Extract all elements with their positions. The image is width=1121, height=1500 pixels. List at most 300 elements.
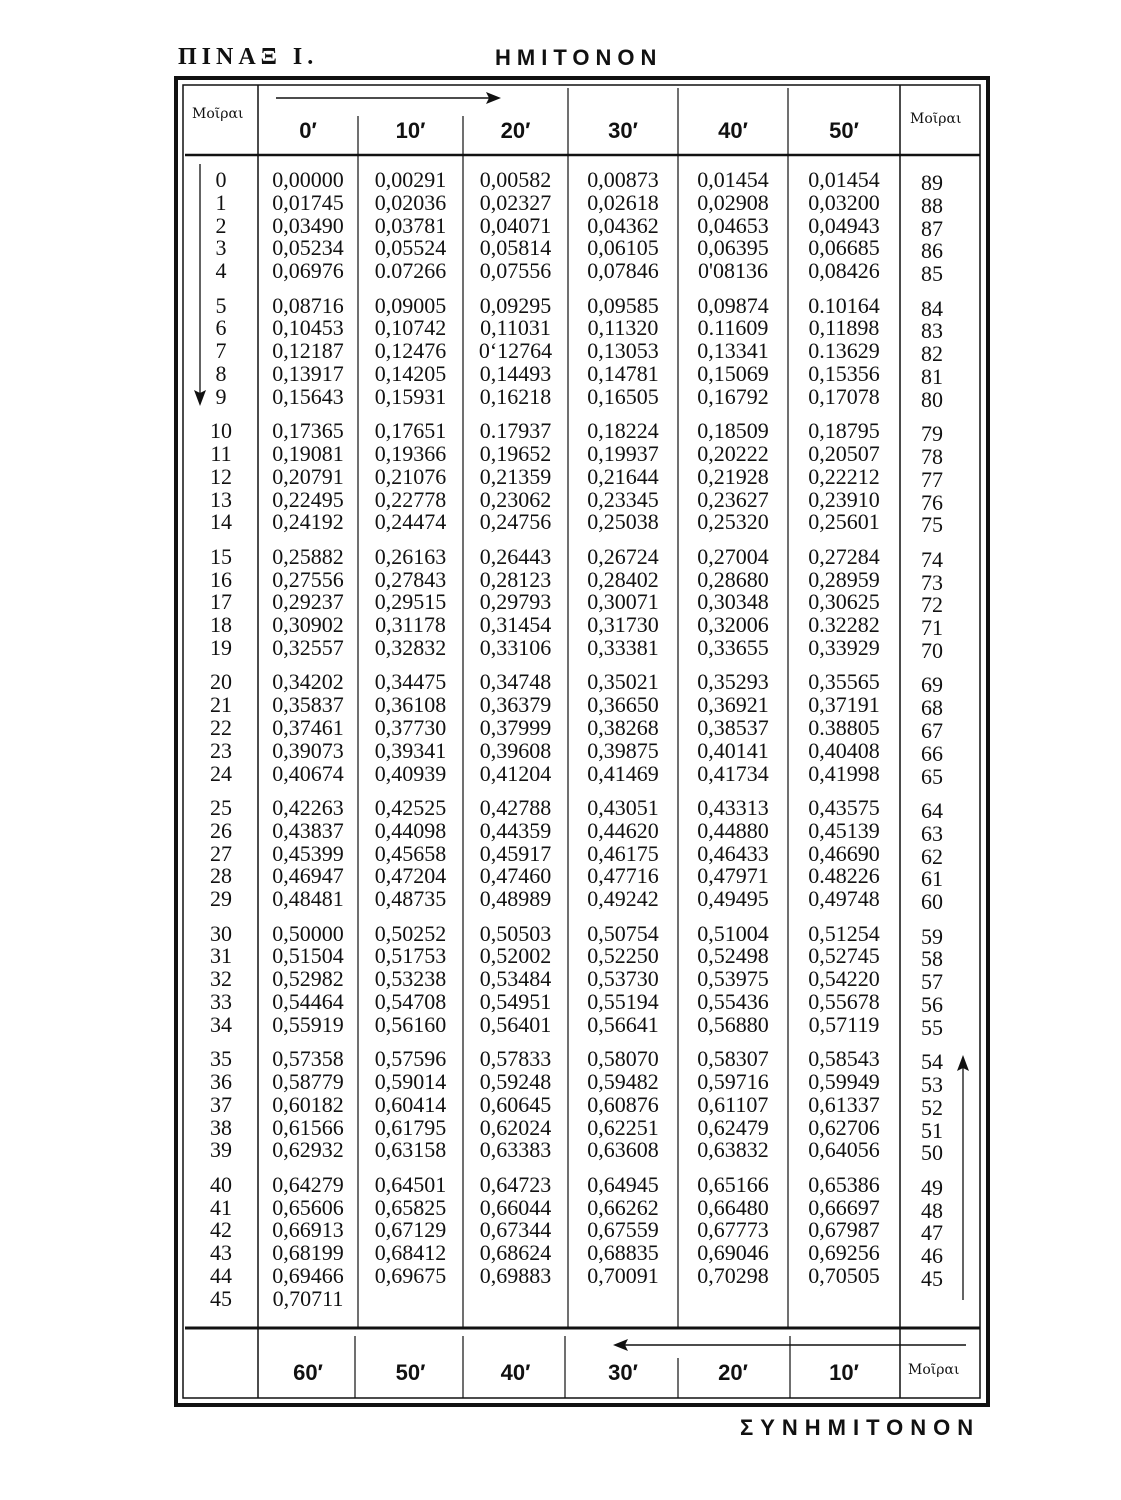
sine-value-cell: 0,27004 <box>697 543 769 569</box>
sine-value-cell: 0,21928 <box>697 463 769 489</box>
sine-value-cell: 0,10453 <box>272 315 344 341</box>
sine-value-cell: 0,41204 <box>479 760 552 786</box>
arrow-right-icon <box>276 92 501 104</box>
sine-value-cell: 0,44880 <box>697 817 769 843</box>
sine-value-cell: 0,03490 <box>272 212 344 238</box>
sine-value-cell: 0,62706 <box>808 1114 880 1140</box>
complement-degree-cell: 47 <box>921 1220 943 1246</box>
complement-degree-cell: 62 <box>921 843 943 869</box>
complement-degree-cell: 54 <box>921 1049 943 1075</box>
sine-value-cell: 0,66697 <box>808 1194 880 1220</box>
sine-value-cell: 0,20507 <box>808 441 880 466</box>
sine-value-cell: 0,62251 <box>587 1114 659 1140</box>
table-row <box>0 384 1121 410</box>
degree-cell: 25 <box>210 795 232 820</box>
complement-degree-cell: 61 <box>921 866 943 892</box>
complement-degree-cell: 52 <box>921 1094 943 1120</box>
sine-value-cell: 0,02908 <box>697 189 769 215</box>
complement-degree-cell: 55 <box>921 1014 943 1040</box>
sine-value-cell: 0,58070 <box>587 1046 659 1072</box>
sine-value-cell: 0,35565 <box>808 669 880 695</box>
sine-value-cell: 0,23627 <box>697 486 769 512</box>
sine-value-cell: 0,41998 <box>808 760 880 786</box>
sine-value-cell: 0,34748 <box>479 669 552 695</box>
sine-value-cell: 0,49748 <box>808 886 880 912</box>
degree-cell: 8 <box>215 361 227 386</box>
sine-value-cell: 0,64945 <box>587 1171 659 1197</box>
degree-cell: 42 <box>210 1217 232 1243</box>
degree-cell: 14 <box>210 509 232 535</box>
sine-value-cell: 0.48226 <box>808 863 880 889</box>
sine-value-cell: 0,61566 <box>272 1114 344 1140</box>
sine-value-cell: 0,32557 <box>272 635 344 660</box>
sine-value-cell: 0,68835 <box>587 1240 659 1266</box>
sine-value-cell: 0,38537 <box>697 715 769 740</box>
sine-value-cell: 0,33929 <box>808 635 880 660</box>
sine-value-cell: 0,06976 <box>272 258 344 284</box>
complement-degree-cell: 76 <box>921 489 943 515</box>
sine-value-cell: 0,17651 <box>374 418 447 444</box>
degree-cell: 30 <box>210 920 232 946</box>
sine-value-cell: 0,06685 <box>808 235 880 261</box>
sine-value-cell: 0,09005 <box>374 292 447 318</box>
sine-value-cell: 0,31730 <box>587 612 659 638</box>
sine-value-cell: 0,17365 <box>272 418 344 444</box>
complement-degree-cell: 88 <box>921 192 943 218</box>
sine-value-cell: 0,65606 <box>272 1194 344 1220</box>
degree-cell: 23 <box>210 737 232 763</box>
complement-degree-cell: 50 <box>921 1140 943 1166</box>
degree-cell: 20 <box>210 669 232 695</box>
complement-degree-cell: 51 <box>921 1117 943 1143</box>
sine-value-cell: 0,38268 <box>587 715 659 740</box>
sine-value-cell: 0,43313 <box>697 795 769 820</box>
sine-value-cell: 0,34475 <box>374 669 447 695</box>
sine-value-cell: 0,22778 <box>374 486 447 512</box>
sine-value-cell: 0,35293 <box>697 669 769 695</box>
sine-value-cell: 0,52498 <box>697 943 769 969</box>
sine-value-cell: 0.07266 <box>374 258 447 284</box>
footer-column-header-30: 30′ <box>608 1360 638 1385</box>
sine-value-cell: 0'08136 <box>698 258 768 284</box>
table-row <box>0 886 1121 915</box>
sine-value-cell: 0,12187 <box>272 338 344 364</box>
degree-cell: 38 <box>210 1114 232 1140</box>
sine-value-cell: 0,40141 <box>697 737 769 763</box>
sine-value-cell: 0,44359 <box>479 817 552 843</box>
complement-degree-cell: 59 <box>921 923 943 949</box>
degree-cell: 10 <box>210 418 232 444</box>
sine-value-cell: 0,26163 <box>374 543 447 569</box>
sine-value-cell: 0,57596 <box>374 1046 447 1072</box>
sine-value-cell: 0,36108 <box>374 692 447 718</box>
sine-value-cell: 0,16218 <box>479 383 552 409</box>
footer-column-header-10: 10′ <box>829 1360 859 1385</box>
degree-cell: 29 <box>210 886 232 912</box>
sine-value-cell: 0,63608 <box>587 1137 659 1163</box>
complement-degree-cell: 64 <box>921 798 943 823</box>
sine-value-cell: 0,01454 <box>808 167 880 192</box>
sine-value-cell: 0‘12764 <box>478 338 553 364</box>
sine-value-cell: 0,25320 <box>697 509 769 535</box>
sine-value-cell: 0,45658 <box>374 840 447 866</box>
sine-value-cell: 0,56641 <box>587 1011 659 1037</box>
sine-value-cell: 0,58779 <box>272 1069 344 1094</box>
sine-value-cell: 0,15643 <box>272 383 344 409</box>
degree-cell: 9 <box>215 383 227 409</box>
sine-value-cell: 0,44620 <box>587 817 659 843</box>
sine-value-cell: 0,33655 <box>697 635 769 660</box>
sine-value-cell: 0,67129 <box>374 1217 447 1243</box>
sine-value-cell: 0,66913 <box>272 1217 344 1243</box>
degree-cell: 26 <box>210 817 232 843</box>
sine-value-cell: 0,30625 <box>808 589 880 615</box>
sine-value-cell: 0,44098 <box>374 817 447 843</box>
degree-cell: 45 <box>210 1285 232 1311</box>
sine-value-cell: 0,58307 <box>697 1046 769 1072</box>
sine-value-cell: 0,59482 <box>587 1069 659 1094</box>
sine-value-cell: 0,60645 <box>479 1091 552 1117</box>
sine-value-cell: 0,28680 <box>697 566 769 592</box>
sine-value-cell: 0,67559 <box>587 1217 659 1243</box>
degree-cell: 22 <box>210 715 232 740</box>
sine-value-cell: 0,36921 <box>697 692 769 718</box>
sine-value-cell: 0,37730 <box>374 715 447 740</box>
sine-value-cell: 0,50000 <box>272 920 344 946</box>
degree-cell: 6 <box>215 315 227 341</box>
degree-cell: 44 <box>210 1263 232 1288</box>
complement-degree-cell: 79 <box>921 421 943 447</box>
sine-value-cell: 0,56401 <box>479 1011 552 1037</box>
column-header-20: 20′ <box>500 118 531 143</box>
complement-degree-cell: 53 <box>921 1072 943 1097</box>
sine-value-cell: 0,04943 <box>808 212 880 238</box>
footer-column-header-40: 40′ <box>500 1360 531 1385</box>
sine-value-cell: 0,30071 <box>587 589 659 615</box>
degree-cell: 33 <box>210 989 232 1014</box>
degrees-label-left: Μοῖραι <box>192 106 244 122</box>
sine-value-cell: 0.32282 <box>808 612 880 638</box>
sine-value-cell: 0,21359 <box>479 463 552 489</box>
sine-value-cell: 0,27284 <box>808 543 880 569</box>
sine-value-cell: 0,20791 <box>272 463 344 489</box>
sine-value-cell: 0,37999 <box>479 715 552 740</box>
sine-value-cell: 0,48481 <box>272 886 344 912</box>
sine-value-cell: 0,19937 <box>587 441 659 466</box>
sine-value-cell: 0,59949 <box>808 1069 880 1094</box>
sine-value-cell: 0.10164 <box>808 292 880 318</box>
sine-value-cell: 0,64723 <box>479 1171 552 1197</box>
complement-degree-cell: 58 <box>921 946 943 972</box>
complement-degree-cell: 69 <box>921 672 943 698</box>
sine-value-cell: 0,13341 <box>697 338 769 364</box>
sine-value-cell: 0,68199 <box>272 1240 344 1266</box>
sine-value-cell: 0,66480 <box>697 1194 769 1220</box>
sine-value-cell: 0,31178 <box>375 612 446 638</box>
complement-degree-cell: 87 <box>921 215 943 241</box>
sine-value-cell: 0,14205 <box>374 361 447 386</box>
column-header-30: 30′ <box>608 118 638 143</box>
sine-value-cell: 0,02036 <box>374 189 447 215</box>
sine-value-cell: 0,36379 <box>479 692 552 718</box>
complement-degree-cell: 85 <box>921 261 943 287</box>
sine-value-cell: 0,62932 <box>272 1137 344 1163</box>
degree-cell: 36 <box>210 1069 232 1094</box>
sine-value-cell: 0,63383 <box>479 1137 552 1163</box>
sine-value-cell: 0,21644 <box>587 463 659 489</box>
sine-value-cell: 0,49242 <box>587 886 659 912</box>
sine-value-cell: 0,29515 <box>374 589 447 615</box>
complement-degree-cell: 49 <box>921 1174 943 1200</box>
sine-value-cell: 0,51004 <box>697 920 769 946</box>
sine-value-cell: 0,29793 <box>479 589 552 615</box>
complement-degree-cell: 65 <box>921 763 943 789</box>
table-row <box>0 1012 1121 1038</box>
complement-degree-cell: 46 <box>921 1243 943 1269</box>
sine-value-cell: 0,54464 <box>272 989 344 1014</box>
sine-value-cell: 0,28959 <box>808 566 880 592</box>
degree-cell: 32 <box>210 966 232 992</box>
sine-value-cell: 0,40408 <box>808 737 880 763</box>
complement-degree-cell: 48 <box>921 1197 943 1223</box>
sine-value-cell: 0,28402 <box>587 566 659 592</box>
complement-degree-cell: 60 <box>921 889 943 915</box>
complement-degree-cell: 63 <box>921 820 943 846</box>
sine-value-cell: 0,56880 <box>697 1011 769 1037</box>
sine-value-cell: 0,43837 <box>272 817 344 843</box>
sine-value-cell: 0,65825 <box>374 1194 447 1220</box>
sine-value-cell: 0,19652 <box>479 441 552 466</box>
sine-value-cell: 0,06395 <box>697 235 769 261</box>
sine-value-cell: 0,21076 <box>374 463 447 489</box>
sine-value-cell: 0,03200 <box>808 189 880 215</box>
sine-value-cell: 0,00873 <box>587 167 659 192</box>
sine-value-cell: 0,12476 <box>374 338 447 364</box>
degree-cell: 18 <box>210 612 232 638</box>
sine-value-cell: 0,39341 <box>374 737 447 763</box>
complement-degree-cell: 72 <box>921 592 943 618</box>
degree-cell: 35 <box>210 1046 232 1072</box>
sine-value-cell: 0,47971 <box>697 863 769 889</box>
sine-value-cell: 0,62479 <box>697 1114 769 1140</box>
column-header-40: 40′ <box>718 118 748 143</box>
sine-value-cell: 0,43575 <box>808 795 880 820</box>
sine-value-cell: 0,16505 <box>587 383 659 409</box>
sine-value-cell: 0,30902 <box>272 612 344 638</box>
sine-value-cell: 0,60414 <box>374 1091 447 1117</box>
complement-degree-cell: 81 <box>921 364 943 389</box>
sine-value-cell: 0,02327 <box>479 189 552 215</box>
sine-value-cell: 0,65166 <box>697 1171 769 1197</box>
sine-value-cell: 0,03781 <box>374 212 447 238</box>
sine-value-cell: 0,46175 <box>587 840 659 866</box>
degree-cell: 31 <box>210 943 232 969</box>
sine-value-cell: 0,49495 <box>697 886 769 912</box>
degree-cell: 24 <box>210 760 232 786</box>
table-row <box>0 1286 1121 1312</box>
footer-column-header-20: 20′ <box>718 1360 748 1385</box>
sine-value-cell: 0,15356 <box>808 361 880 386</box>
sine-value-cell: 0,68624 <box>479 1240 552 1266</box>
sine-value-cell: 0,53730 <box>587 966 659 992</box>
column-header-0: 0′ <box>299 118 317 143</box>
degrees-label-right: Μοῖραι <box>910 111 962 127</box>
sine-value-cell: 0,34202 <box>272 669 344 695</box>
sine-value-cell: 0,67344 <box>479 1217 552 1243</box>
sine-value-cell: 0,18795 <box>808 418 880 444</box>
sine-value-cell: 0,47204 <box>374 863 447 889</box>
sine-value-cell: 0,64279 <box>272 1171 344 1197</box>
sine-value-cell: 0,53484 <box>479 966 552 992</box>
sine-value-cell: 0,41734 <box>697 760 769 786</box>
sine-value-cell: 0,33381 <box>587 635 659 660</box>
degree-cell: 5 <box>215 292 227 318</box>
sine-value-cell: 0,62024 <box>479 1114 552 1140</box>
sine-value-cell: 0,50252 <box>374 920 447 946</box>
sine-value-cell: 0,27843 <box>374 566 447 592</box>
complement-degree-cell: 70 <box>921 638 943 663</box>
complement-degree-cell: 56 <box>921 992 943 1017</box>
sine-value-cell: 0,20222 <box>697 441 769 466</box>
complement-degree-cell: 82 <box>921 341 943 367</box>
sine-value-cell: 0,31454 <box>479 612 552 638</box>
sine-value-cell: 0,00582 <box>479 167 552 192</box>
table-number: ΠΙΝΑΞ Ι. <box>178 44 319 70</box>
sine-value-cell: 0,16792 <box>697 383 769 409</box>
sine-value-cell: 0,07556 <box>479 258 552 284</box>
degree-cell: 1 <box>215 189 227 215</box>
sine-value-cell: 0,40674 <box>272 760 344 786</box>
sine-value-cell: 0,15931 <box>374 383 447 409</box>
sine-value-cell: 0,61337 <box>808 1091 880 1117</box>
sine-value-cell: 0,55678 <box>808 989 880 1014</box>
complement-degree-cell: 57 <box>921 969 943 995</box>
sine-value-cell: 0,13053 <box>587 338 659 364</box>
sine-value-cell: 0,53975 <box>697 966 769 992</box>
sine-value-cell: 0,60182 <box>272 1091 344 1117</box>
degree-cell: 7 <box>215 338 227 364</box>
sine-value-cell: 0,36650 <box>587 692 659 718</box>
sine-value-cell: 0.13629 <box>808 338 880 364</box>
degree-cell: 40 <box>210 1171 232 1197</box>
sine-value-cell: 0,59248 <box>479 1069 552 1094</box>
sine-value-cell: 0,61795 <box>374 1114 447 1140</box>
sine-value-cell: 0,70505 <box>808 1263 880 1288</box>
footer-title: ΣΥΝΗΜΙΤΟΝΟΝ <box>740 1415 981 1440</box>
sine-value-cell: 0,13917 <box>272 361 344 386</box>
sine-value-cell: 0,27556 <box>272 566 344 592</box>
sine-value-cell: 0,57119 <box>808 1011 880 1037</box>
sine-value-cell: 0,46947 <box>272 863 344 889</box>
sine-value-cell: 0,63158 <box>374 1137 447 1163</box>
complement-degree-cell: 67 <box>921 718 943 743</box>
sine-value-cell: 0,42788 <box>479 795 552 820</box>
sine-value-cell: 0,52982 <box>272 966 344 992</box>
degree-cell: 37 <box>210 1091 232 1117</box>
sine-value-cell: 0,52002 <box>479 943 552 969</box>
sine-value-cell: 0,42525 <box>374 795 447 820</box>
sine-value-cell: 0,18224 <box>587 418 659 444</box>
sine-value-cell: 0,51254 <box>808 920 880 946</box>
complement-degree-cell: 66 <box>921 740 943 766</box>
sine-value-cell: 0,48735 <box>374 886 447 912</box>
sine-value-cell: 0,39073 <box>272 737 344 763</box>
sine-value-cell: 0,39875 <box>587 737 659 763</box>
sine-value-cell: 0,39608 <box>479 737 552 763</box>
sine-value-cell: 0,33106 <box>479 635 552 660</box>
sine-value-cell: 0,47716 <box>587 863 659 889</box>
sine-value-cell: 0,37461 <box>272 715 344 740</box>
sine-value-cell: 0,47460 <box>479 863 552 889</box>
degree-cell: 17 <box>210 589 232 615</box>
sine-value-cell: 0,55436 <box>697 989 769 1014</box>
degree-cell: 13 <box>210 486 232 512</box>
sine-value-cell: 0,32832 <box>374 635 447 660</box>
sine-value-cell: 0,69883 <box>479 1263 552 1288</box>
sine-value-cell: 0,09295 <box>479 292 552 318</box>
sine-value-cell: 0,28123 <box>479 566 552 592</box>
degree-cell: 2 <box>215 212 227 238</box>
sine-value-cell: 0,30348 <box>697 589 769 615</box>
sine-value-cell: 0,52250 <box>587 943 659 969</box>
complement-degree-cell: 74 <box>921 546 943 572</box>
table-row <box>0 509 1121 538</box>
degree-cell: 27 <box>210 840 232 866</box>
sine-value-cell: 0,55919 <box>272 1011 344 1037</box>
sine-value-cell: 0,02618 <box>587 189 659 215</box>
sine-value-cell: 0,25038 <box>587 509 659 535</box>
complement-degree-cell: 78 <box>921 444 943 469</box>
sine-value-cell: 0,45917 <box>479 840 552 866</box>
sine-value-cell: 0,10742 <box>374 315 447 341</box>
sine-value-cell: 0.11609 <box>697 315 769 341</box>
sine-value-cell: 0,19366 <box>374 441 447 466</box>
sine-value-cell: 0,01454 <box>697 167 769 192</box>
sine-value-cell: 0,70711 <box>272 1285 344 1311</box>
sine-value-cell: 0,05814 <box>479 235 552 261</box>
sine-value-cell: 0,23062 <box>479 486 552 512</box>
sine-value-cell: 0,41469 <box>587 760 659 786</box>
sine-value-cell: 0,57833 <box>479 1046 552 1072</box>
sine-value-cell: 0,11320 <box>587 315 659 341</box>
sine-value-cell: 0,29237 <box>272 589 344 615</box>
sine-value-cell: 0,54951 <box>479 989 552 1014</box>
complement-degree-cell: 83 <box>921 318 943 344</box>
sine-value-cell: 0,24756 <box>479 509 552 535</box>
sine-value-cell: 0,24192 <box>272 509 344 535</box>
footer-column-header-50: 50′ <box>395 1360 426 1385</box>
sine-value-cell: 0,66262 <box>587 1194 659 1220</box>
sine-value-cell: 0,61107 <box>697 1091 769 1117</box>
sine-value-cell: 0,53238 <box>374 966 447 992</box>
complement-degree-cell: 86 <box>921 238 943 264</box>
sine-value-cell: 0,40939 <box>374 760 447 786</box>
sine-value-cell: 0,64056 <box>808 1137 880 1163</box>
sine-value-cell: 0,45139 <box>808 817 880 843</box>
degree-cell: 28 <box>210 863 232 889</box>
sine-value-cell: 0,69046 <box>697 1240 769 1266</box>
sine-value-cell: 0,70091 <box>587 1263 659 1288</box>
degree-cell: 39 <box>210 1137 232 1163</box>
sine-value-cell: 0,56160 <box>374 1011 447 1037</box>
page-title: ΗΜΙΤΟΝΟΝ <box>495 45 663 70</box>
complement-degree-cell: 71 <box>921 615 943 641</box>
table-row <box>0 258 1121 287</box>
degree-cell: 11 <box>210 441 232 466</box>
complement-degree-cell: 80 <box>921 386 943 412</box>
degree-cell: 16 <box>210 566 232 592</box>
sine-value-cell: 0,14493 <box>479 361 552 386</box>
